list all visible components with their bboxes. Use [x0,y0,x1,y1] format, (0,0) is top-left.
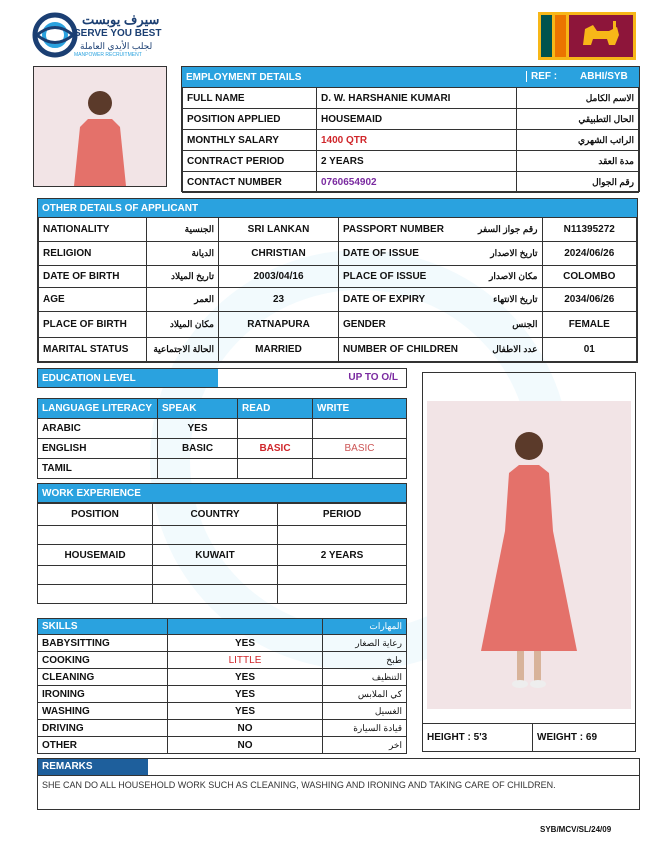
field-label: DATE OF EXPIRY [339,288,463,312]
field-label: DATE OF BIRTH [39,266,147,288]
work-country [153,585,278,604]
field-value: 2034/06/26 [542,288,637,312]
language-name: TAMIL [38,459,158,479]
skill-value: YES [168,669,323,686]
skill-value: YES [168,703,323,720]
skills-header-row [38,619,407,635]
language-name: ENGLISH [38,439,158,459]
skill-name: WASHING [38,703,168,720]
write-level [313,459,407,479]
skill-value: YES [168,635,323,652]
speak-level: BASIC [158,439,238,459]
remarks-text: SHE CAN DO ALL HOUSEHOLD WORK SUCH AS CLEANING, WASHING AND IRONING AND TAKING CARE OF CHILDREN. [38,775,639,794]
skills-title-ar: المهارات [323,619,407,635]
skill-name-ar: قيادة السيارة [323,720,407,737]
work-header-row [38,504,407,526]
employment-row [183,88,639,109]
field-value: RATNAPURA [219,312,339,338]
column-header: READ [238,399,313,419]
field-label-ar: الاسم الكامل [517,88,639,109]
field-value: CHRISTIAN [219,242,339,266]
field-label: PASSPORT NUMBER [339,218,463,242]
work-position [38,566,153,585]
employment-table [182,87,639,193]
field-label-ar: مكان الميلاد [147,312,219,338]
field-value: 2003/04/16 [219,266,339,288]
skill-name: OTHER [38,737,168,754]
logo-tagline: MANPOWER RECRUITMENT [74,52,142,58]
speak-level [158,459,238,479]
flag-green-stripe [541,15,552,57]
field-label-ar: الحال التطبيقي [517,109,639,130]
column-header: COUNTRY [153,504,278,526]
skills [37,618,407,754]
skill-row [38,686,407,703]
work-period [278,585,407,604]
lion-icon [569,15,633,57]
skill-value: NO [168,720,323,737]
work-period [278,566,407,585]
remarks-header: REMARKS [38,759,148,775]
language-table [37,398,407,479]
skill-row [38,652,407,669]
field-label-ar: تاريخ الانتهاء [462,288,542,312]
work-country [153,526,278,545]
skill-row [38,669,407,686]
employment-details [181,66,640,192]
skill-value: NO [168,737,323,754]
logo-globe-icon [32,12,78,58]
details-row [39,218,637,242]
details-row [39,338,637,362]
employment-title: EMPLOYMENT DETAILS [186,71,302,83]
field-label-ar: مكان الاصدار [462,266,542,288]
field-value: SRI LANKAN [219,218,339,242]
contact-value: 0760654902 [317,172,517,193]
field-label-ar: الراتب الشهري [517,130,639,151]
employment-row [183,172,639,193]
field-value: 2 YEARS [317,151,517,172]
language-name: ARABIC [38,419,158,439]
ref-label: REF : [526,71,557,82]
work-row [38,585,407,604]
employment-header [182,67,639,87]
work-period [278,526,407,545]
logo-name: SERVE YOU BEST [74,28,162,39]
language-literacy [37,398,407,479]
field-label: MONTHLY SALARY [183,130,317,151]
employment-row [183,130,639,151]
field-label: FULL NAME [183,88,317,109]
company-logo [32,12,172,62]
field-label: MARITAL STATUS [39,338,147,362]
weight-value: WEIGHT : 69 [537,732,598,743]
height-value: HEIGHT : 5'3 [423,724,533,751]
work-country [153,566,278,585]
column-header: LANGUAGE LITERACY [38,399,158,419]
field-value: HOUSEMAID [317,109,517,130]
work-position [38,585,153,604]
field-label-ar: تاريخ الاصدار [462,242,542,266]
field-label-ar: الديانة [147,242,219,266]
field-value: 23 [219,288,339,312]
footer-code: SYB/MCV/SL/24/09 [540,825,612,834]
field-label: RELIGION [39,242,147,266]
field-value: D. W. HARSHANIE KUMARI [317,88,517,109]
field-label: PLACE OF ISSUE [339,266,463,288]
other-details [37,198,638,363]
field-value: 2024/06/26 [542,242,637,266]
work-row [38,566,407,585]
skill-value: YES [168,686,323,703]
skill-name-ar: كي الملابس [323,686,407,703]
field-label: CONTACT NUMBER [183,172,317,193]
applicant-photo-full [427,401,631,709]
employment-row [183,151,639,172]
skill-name: COOKING [38,652,168,669]
skill-row [38,703,407,720]
ref-value: ABHI/SYB [580,71,628,82]
logo-arabic-name: سيرف يوبست [82,12,160,27]
field-label-ar: عدد الاطفال [462,338,542,362]
work-row [38,526,407,545]
read-level [238,419,313,439]
employment-row [183,109,639,130]
height-weight-row [423,723,635,751]
field-label: NUMBER OF CHILDREN [339,338,463,362]
language-row [38,419,407,439]
field-label-ar: مدة العقد [517,151,639,172]
work-country: KUWAIT [153,545,278,566]
language-row [38,459,407,479]
work-row [38,545,407,566]
language-header-row [38,399,407,419]
write-level: BASIC [313,439,407,459]
field-label: AGE [39,288,147,312]
details-row [39,312,637,338]
skill-name: DRIVING [38,720,168,737]
applicant-photo-small [33,66,167,187]
person-photo-icon [34,67,166,186]
skill-name-ar: الغسيل [323,703,407,720]
remarks [37,758,640,810]
work-experience [37,483,407,604]
other-details-header: OTHER DETAILS OF APPLICANT [38,199,637,217]
sri-lanka-flag [538,12,636,60]
field-value: N11395272 [542,218,637,242]
read-level: BASIC [238,439,313,459]
work-table [37,503,407,604]
field-label: GENDER [339,312,463,338]
work-period: 2 YEARS [278,545,407,566]
field-label-ar: الجنس [462,312,542,338]
read-level [238,459,313,479]
skill-name: BABYSITTING [38,635,168,652]
column-header: PERIOD [278,504,407,526]
skills-table [37,618,407,754]
column-header: WRITE [313,399,407,419]
logo-arabic-sub: لجلب الأيدي العاملة [80,41,153,51]
field-label-ar: تاريخ الميلاد [147,266,219,288]
speak-level: YES [158,419,238,439]
skill-row [38,720,407,737]
skill-name-ar: رعاية الصغار [323,635,407,652]
skill-row [38,737,407,754]
skill-name-ar: التنظيف [323,669,407,686]
skill-name-ar: اخر [323,737,407,754]
field-value: MARRIED [219,338,339,362]
work-experience-header: WORK EXPERIENCE [37,483,407,503]
education-label: EDUCATION LEVEL [38,369,218,387]
field-label: CONTRACT PERIOD [183,151,317,172]
education-value: UP TO O/L [348,372,398,383]
other-details-table [38,217,637,362]
field-label: DATE OF ISSUE [339,242,463,266]
work-position [38,526,153,545]
column-header: SPEAK [158,399,238,419]
flag-orange-stripe [555,15,566,57]
skills-title: SKILLS [38,619,168,635]
skill-name-ar: طبخ [323,652,407,669]
field-label-ar: الحالة الاجتماعية [147,338,219,362]
skill-row [38,635,407,652]
details-row [39,266,637,288]
field-value: COLOMBO [542,266,637,288]
column-header: POSITION [38,504,153,526]
field-value: 01 [542,338,637,362]
write-level [313,419,407,439]
salary-value: 1400 QTR [317,130,517,151]
work-position: HOUSEMAID [38,545,153,566]
skill-name: CLEANING [38,669,168,686]
field-label: PLACE OF BIRTH [39,312,147,338]
skill-value: LITTLE [168,652,323,669]
field-value: FEMALE [542,312,637,338]
full-photo-box [422,372,636,752]
flag-lion-panel [569,15,633,57]
details-row [39,242,637,266]
field-label-ar: الجنسية [147,218,219,242]
field-label: NATIONALITY [39,218,147,242]
education-level [37,368,407,388]
field-label-ar: رقم جواز السفر [462,218,542,242]
field-label-ar: العمر [147,288,219,312]
language-row [38,439,407,459]
details-row [39,288,637,312]
field-label: POSITION APPLIED [183,109,317,130]
skill-name: IRONING [38,686,168,703]
person-full-icon [427,401,631,709]
field-label-ar: رقم الجوال [517,172,639,193]
